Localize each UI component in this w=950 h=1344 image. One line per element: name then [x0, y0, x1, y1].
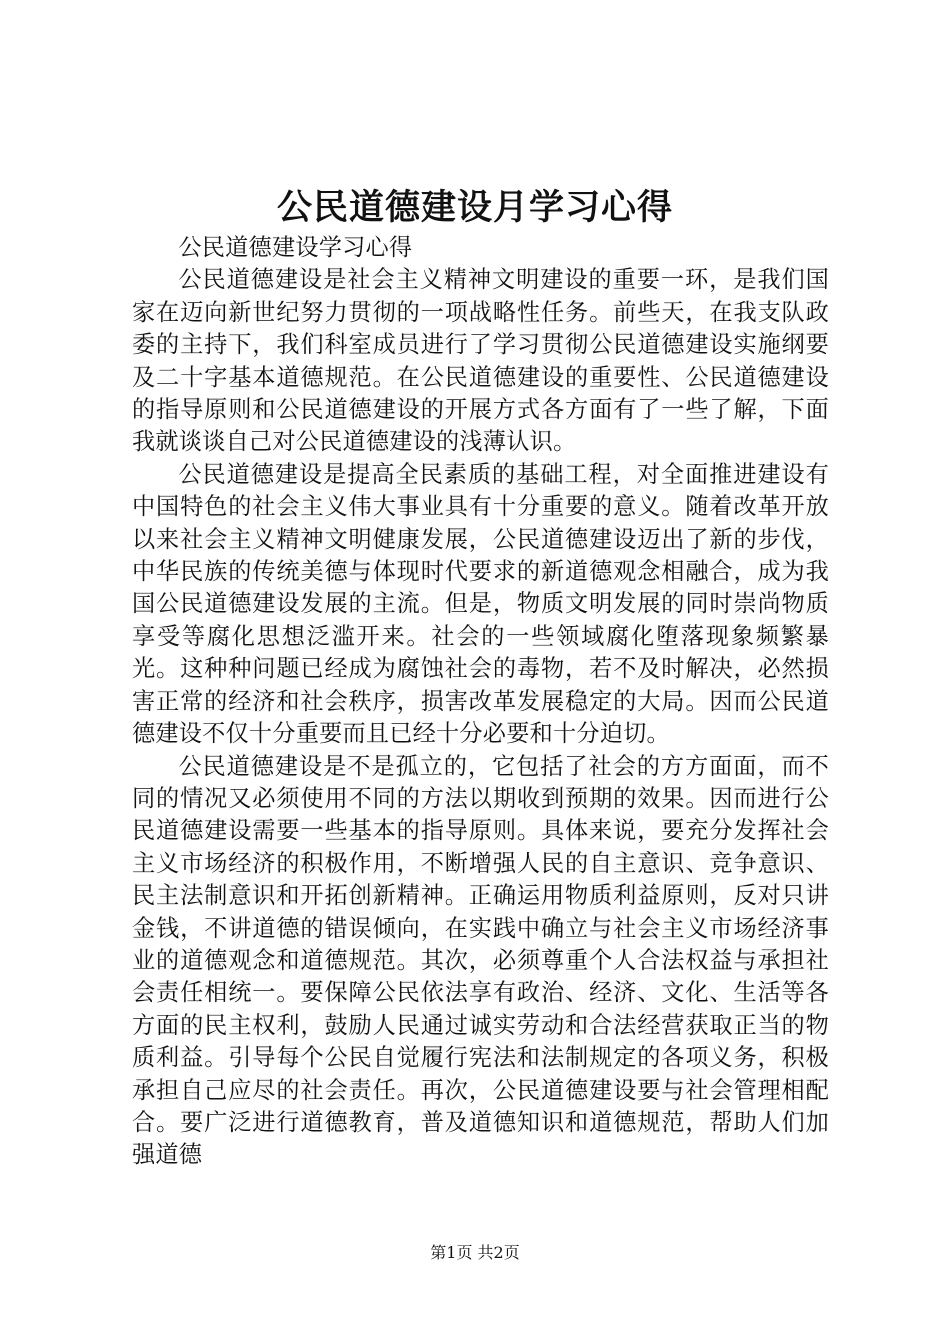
paragraph-2: 公民道德建设是提高全民素质的基础工程，对全面推进建设有中国特色的社会主义伟大事业具有十分重要的意义。随着改革开放以来社会主义精神文明健康发展，公民道德建设迈出了新的步伐，中华民族的传统美德与体现时代要求的新道德观念相融合，成为我国公民道德建设发展的主流。但是，物质文明发展的同时崇尚物质享受等腐化思想泛滥开来。社会的一些领域腐化堕落现象频繁暴光。这种种问题已经成为腐蚀社会的毒物，若不及时解决，必然损害正常的经济和社会秩序，损害改革发展稳定的大局。因而公民道德建设不仅十分重要而且已经十分必要和十分迫切。 [132, 460, 829, 748]
paragraph-1: 公民道德建设是社会主义精神文明建设的重要一环，是我们国家在迈向新世纪努力贯彻的一项战略性任务。前些天，在我支队政委的主持下，我们科室成员进行了学习贯彻公民道德建设实施纲要及二十字基本道德规范。在公民道德建设的重要性、公民道德建设的指导原则和公民道德建设的开展方式各方面有了一些了解，下面我就谈谈自己对公民道德建设的浅薄认识。 [132, 266, 829, 456]
document-subtitle: 公民道德建设学习心得 [178, 234, 413, 261]
document-body [132, 232, 829, 1172]
paragraph-3: 公民道德建设是不是孤立的，它包括了社会的方方面面，而不同的情况又必须使用不同的方法以期收到预期的效果。因而进行公民道德建设需要一些基本的指导原则。具体来说，要充分发挥社会主义市场经济的积极作用，不断增强人民的自主意识、竞争意识、民主法制意识和开拓创新精神。正确运用物质利益原则，反对只讲金钱，不讲道德的错误倾向，在实践中确立与社会主义市场经济事业的道德观念和道德规范。其次，必须尊重个人合法权益与承担社会责任相统一。要保障公民依法享有政治、经济、文化、生活等各方面的民主权利，鼓励人民通过诚实劳动和合法经营获取正当的物质利益。引导每个公民自觉履行宪法和法制规定的各项义务，积极承担自己应尽的社会责任。再次，公民道德建设要与社会管理相配合。要广泛进行道德教育，普及道德知识和道德规范，帮助人们加强道德 [132, 752, 829, 1169]
page-footer: 第1页 共2页 [430, 1243, 520, 1262]
document-title: 公民道德建设月学习心得 [276, 188, 673, 228]
